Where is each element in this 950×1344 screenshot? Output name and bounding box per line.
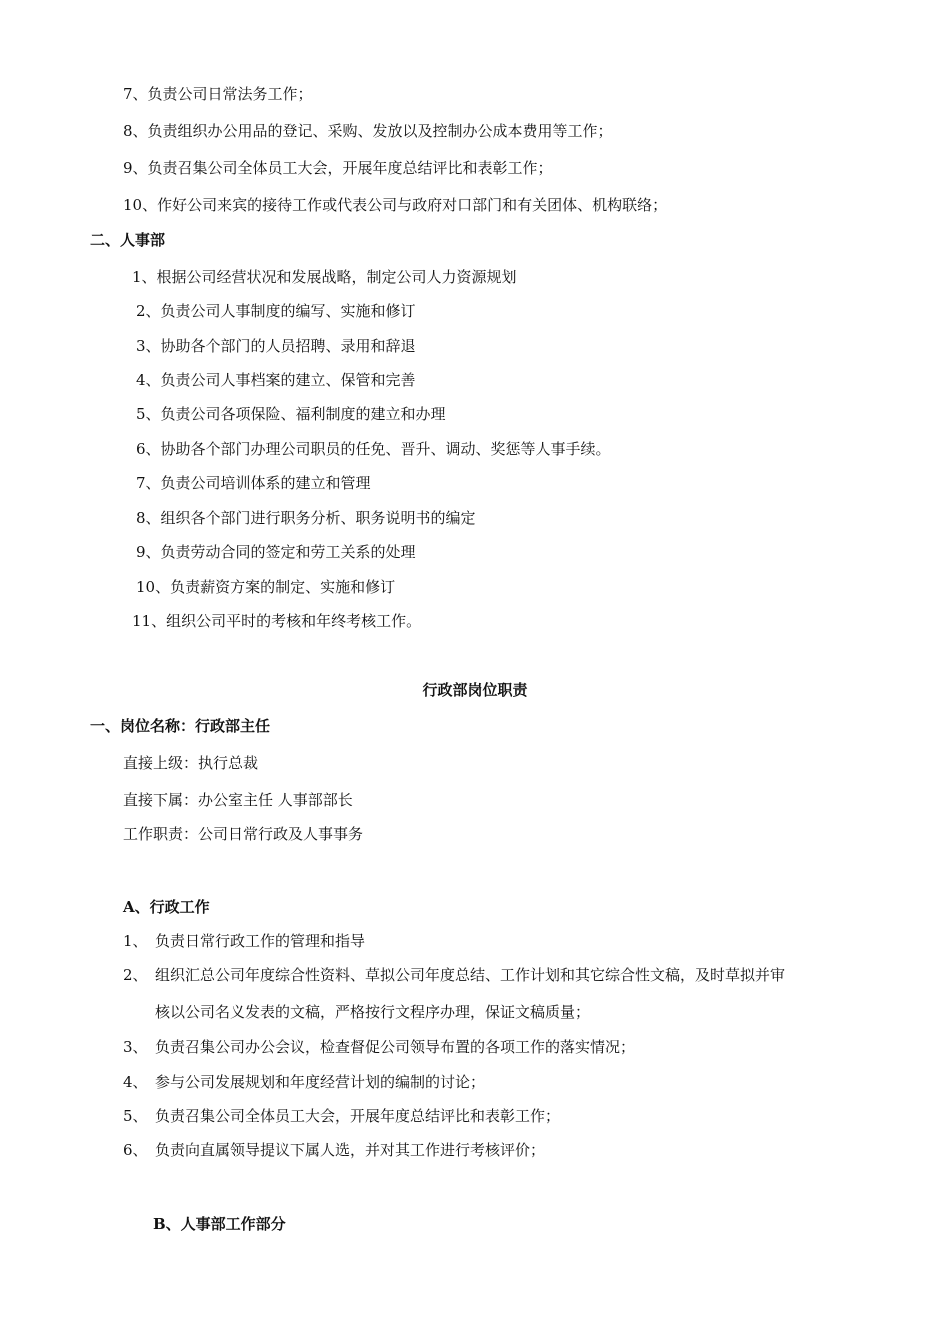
position-superior: 直接上级：执行总裁 <box>123 754 259 772</box>
item-text: 负责召集公司全体员工大会，开展年度总结评比和表彰工作； <box>155 1107 561 1125</box>
hr-duty-item: 1、根据公司经营状况和发展战略，制定公司人力资源规划 <box>132 268 517 286</box>
hr-duty-item: 6、协助各个部门办理公司职员的任免、晋升、调动、奖惩等人事手续。 <box>136 440 611 458</box>
hr-duty-item: 3、协助各个部门的人员招聘、录用和辞退 <box>136 337 416 355</box>
hr-duty-item: 5、负责公司各项保险、福利制度的建立和办理 <box>136 405 446 423</box>
item-number: 2、 <box>123 966 148 984</box>
admin-duty-item: 7、负责公司日常法务工作； <box>123 85 313 103</box>
item-text: 负责召集公司办公会议，检查督促公司领导布置的各项工作的落实情况； <box>155 1038 636 1056</box>
hr-duty-item: 10、负责薪资方案的制定、实施和修订 <box>136 578 396 596</box>
item-number: 4、 <box>123 1073 148 1091</box>
section-b-heading: B、人事部工作部分 <box>153 1215 286 1233</box>
hr-duty-item: 11、组织公司平时的考核和年终考核工作。 <box>132 612 422 630</box>
section-a-heading: A、行政工作 <box>123 898 210 916</box>
item-text: 负责向直属领导提议下属人选，并对其工作进行考核评价； <box>155 1141 546 1159</box>
item-number: 5、 <box>123 1107 148 1125</box>
item-number: 3、 <box>123 1038 148 1056</box>
hr-duty-item: 7、负责公司培训体系的建立和管理 <box>136 474 371 492</box>
admin-duty-item: 9、负责召集公司全体员工大会，开展年度总结评比和表彰工作； <box>123 159 553 177</box>
position-subordinates: 直接下属：办公室主任 人事部部长 <box>123 791 353 809</box>
hr-section-heading: 二、人事部 <box>90 231 166 249</box>
hr-duty-item: 9、负责劳动合同的签定和劳工关系的处理 <box>136 543 416 561</box>
item-number: 6、 <box>123 1141 148 1159</box>
item-text-continued: 核以公司名义发表的文稿，严格按行文程序办理，保证文稿质量； <box>155 1003 591 1021</box>
hr-duty-item: 2、负责公司人事制度的编写、实施和修订 <box>136 302 416 320</box>
admin-duty-item: 10、作好公司来宾的接待工作或代表公司与政府对口部门和有关团体、机构联络； <box>123 196 668 214</box>
item-text: 参与公司发展规划和年度经营计划的编制的讨论； <box>155 1073 486 1091</box>
hr-duty-item: 8、组织各个部门进行职务分析、职务说明书的编定 <box>136 509 476 527</box>
doc-title: 行政部岗位职责 <box>422 681 528 699</box>
item-text: 负责日常行政工作的管理和指导 <box>155 932 366 950</box>
item-number: 1、 <box>123 932 148 950</box>
hr-duty-item: 4、负责公司人事档案的建立、保管和完善 <box>136 371 416 389</box>
position-heading: 一、岗位名称：行政部主任 <box>90 717 271 735</box>
admin-duty-item: 8、负责组织办公用品的登记、采购、发放以及控制办公成本费用等工作； <box>123 122 613 140</box>
position-duty: 工作职责：公司日常行政及人事事务 <box>123 825 364 843</box>
item-text: 组织汇总公司年度综合性资料、草拟公司年度总结、工作计划和其它综合性文稿，及时草拟并审 <box>155 966 786 984</box>
